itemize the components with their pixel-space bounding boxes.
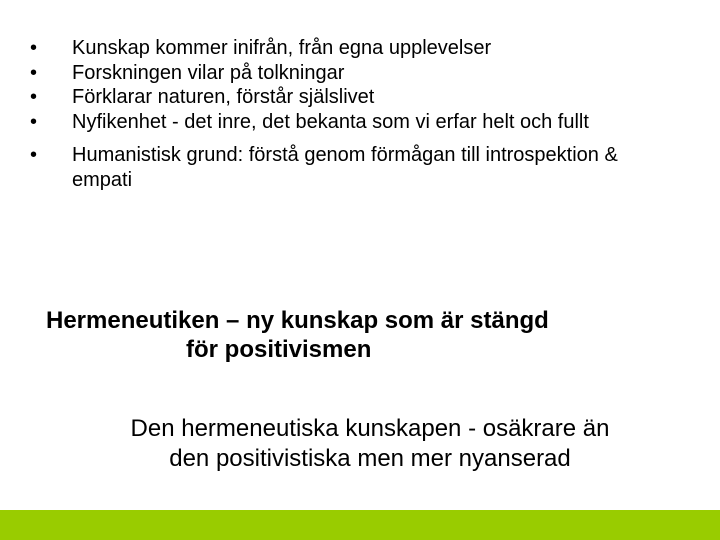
bullet-dot: • (30, 110, 38, 133)
conclusion-line-1: Den hermeneutiska kunskapen - osäkrare än (130, 415, 610, 442)
conclusion-text (60, 414, 680, 474)
section-heading (46, 306, 686, 364)
heading-line-2: för positivismen (186, 336, 372, 363)
bullet-dot: • (30, 61, 38, 84)
bullet-dot: • (30, 37, 38, 59)
bullet-text: Förklarar naturen, förstår själslivet (72, 86, 375, 108)
bullet-dot: • (30, 86, 38, 108)
bullet-text: Humanistisk grund: förstå genom förmågan till introspektion & empati (72, 144, 618, 191)
bullet-item (30, 36, 670, 61)
conclusion-line-2: den positivistiska men mer nyanserad (169, 445, 571, 472)
heading-line-1: Hermeneutiken – ny kunskap som är stängd (46, 307, 549, 334)
bullet-item (30, 143, 670, 192)
bullet-item (30, 110, 670, 135)
bullet-dot: • (30, 144, 38, 166)
bullet-text: Nyfikenhet - det inre, det bekanta som vi erfar helt och fullt (72, 110, 589, 133)
bullet-text: Forskningen vilar på tolkningar (72, 61, 345, 84)
bullet-item (30, 61, 670, 86)
bullet-text: Kunskap kommer inifrån, från egna upplevelser (72, 37, 492, 59)
footer-bar (0, 510, 720, 540)
bullet-list (30, 36, 670, 192)
bullet-item (30, 85, 670, 110)
